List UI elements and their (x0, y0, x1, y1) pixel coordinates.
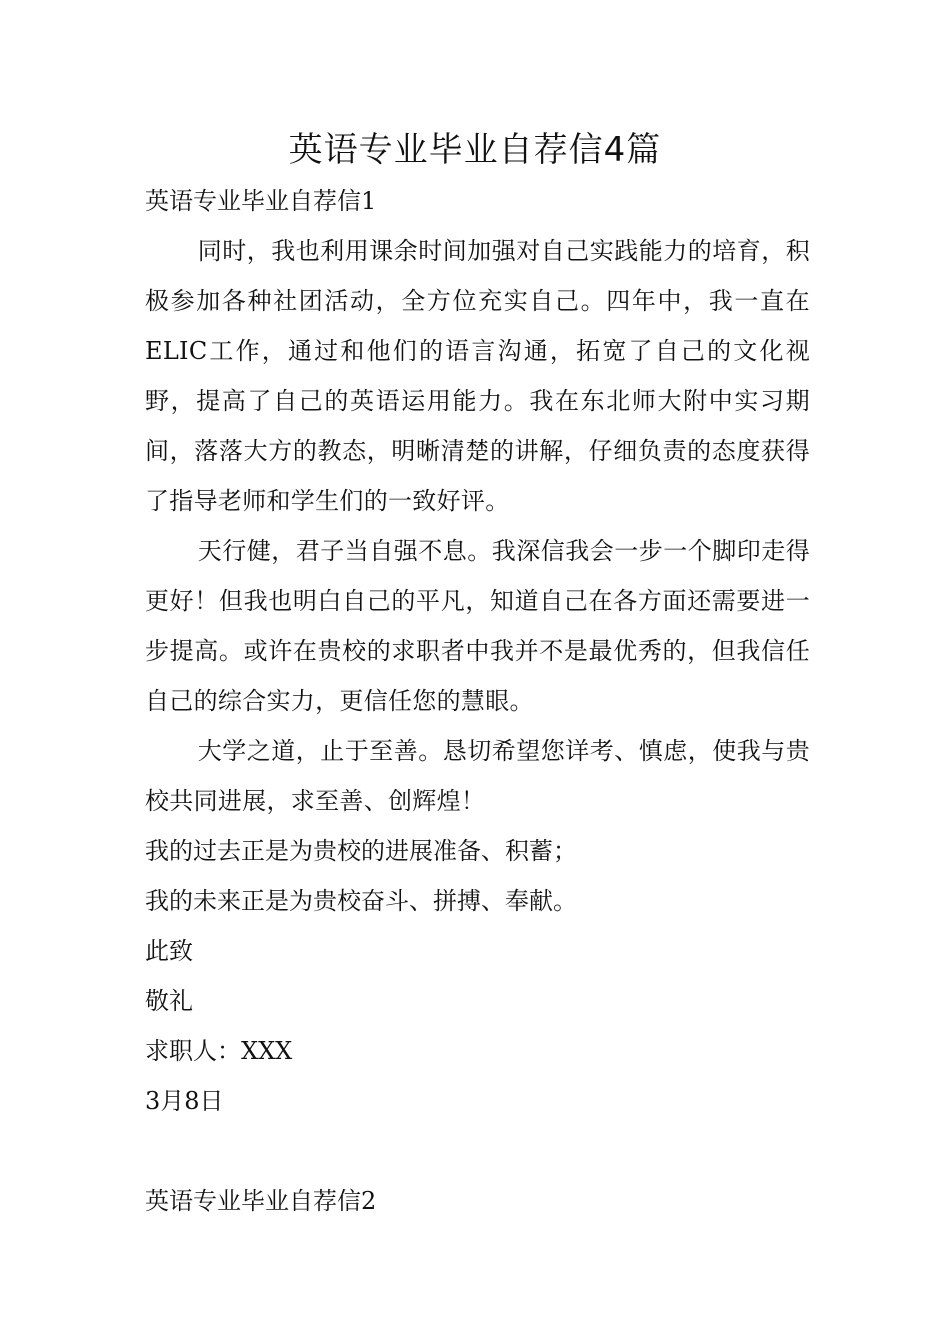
date-line: 3月8日 (145, 1087, 224, 1115)
closing-salutation: 此致 (145, 937, 193, 965)
paragraph-practice: 同时，我也利用课余时间加强对自己实践能力的培育，积极参加各种社团活动，全方位充实自己。四年中，我一直在ELIC工作，通过和他们的语言沟通，拓宽了自己的文化视野，提高了自己的英语运用能力。我在东北师大附中实习期间，落落大方的教态，明晰清楚的讲解，仔细负责的态度获得了指导老师和学生们的一致好评。 (145, 237, 810, 515)
closing-respect: 敬礼 (145, 987, 193, 1015)
section-heading-1: 英语专业毕业自荐信1 (145, 187, 377, 215)
section-heading-2: 英语专业毕业自荐信2 (145, 1187, 377, 1215)
paragraph-hope: 大学之道，止于至善。恳切希望您详考、慎虑，使我与贵校共同进展，求至善、创辉煌！ (145, 737, 810, 815)
document-title: 英语专业毕业自荐信4篇 (288, 130, 662, 170)
paragraph-self-improvement: 天行健，君子当自强不息。我深信我会一步一个脚印走得更好！但我也明白自己的平凡，知道自己在各方面还需要进一步提高。或许在贵校的求职者中我并不是最优秀的，但我信任自己的综合实力，更信任您的慧眼。 (145, 537, 810, 715)
section-gap (145, 1126, 810, 1176)
line-past: 我的过去正是为贵校的进展准备、积蓄； (145, 837, 577, 865)
signature-line: 求职人：XXX (145, 1037, 293, 1065)
line-future: 我的未来正是为贵校奋斗、拼搏、奉献。 (145, 887, 577, 915)
document-body (145, 176, 810, 1226)
